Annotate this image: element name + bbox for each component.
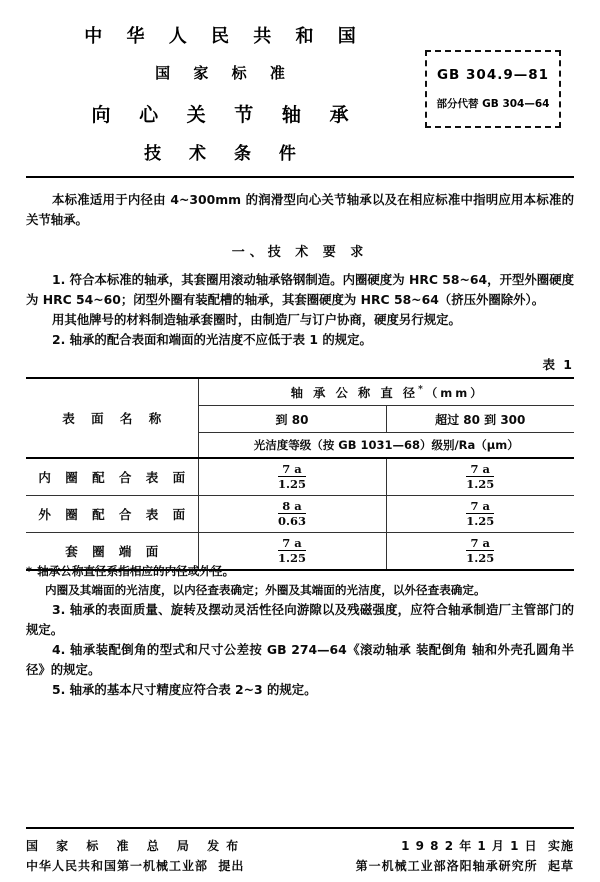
country-title: 中 华 人 民 共 和 国 xyxy=(84,26,365,47)
fraction-value xyxy=(278,537,306,565)
fraction-denominator: 1.25 xyxy=(277,476,306,491)
requirement-item-3: 3. 轴承的表面质量、旋转及摆动灵活性径向游隙以及残磁强度，应符合轴承制造厂主管部门的规定。 xyxy=(26,602,574,637)
fraction-numerator: 7 a xyxy=(466,537,494,551)
footer-divider xyxy=(26,827,574,829)
requirement-item-2: 2. 轴承的配合表面和端面的光洁度不应低于表 1 的规定。 xyxy=(52,332,372,347)
requirement-item-5: 5. 轴承的基本尺寸精度应符合表 2~3 的规定。 xyxy=(52,682,317,697)
table-header-row-diameter xyxy=(26,378,574,406)
requirement-item-4: 4. 轴承装配倒角的型式和尺寸公差按 GB 274—64《滚动轴承 装配倒角 轴和外壳孔圆角半径》的规定。 xyxy=(26,642,574,677)
table-row-label: 套 圈 端 面 xyxy=(26,533,198,571)
footer-block xyxy=(26,836,574,876)
requirement-item-1: 1. 符合本标准的轴承，其套圈用滚动轴承铬钢制造。内圈硬度为 HRC 58~64，开型外圈硬度为 HRC 54~60；闭型外圈有装配槽的轴承，其套圈硬度为 HRC 58~64（挤压外圈除外）。 xyxy=(26,272,574,307)
fraction-value xyxy=(278,463,306,491)
table-header-grade: 光洁度等级（按 GB 1031—68）级别/Ra（μm） xyxy=(198,433,574,459)
table-row xyxy=(26,458,574,496)
table-label: 表 1 xyxy=(542,357,574,372)
table-footnotes xyxy=(26,562,574,600)
table-header-range-1: 到 80 xyxy=(198,406,386,433)
fraction-numerator: 7 a xyxy=(466,463,494,477)
fraction-denominator: 1.25 xyxy=(277,550,306,565)
fraction-value xyxy=(466,500,494,528)
table-cell-value xyxy=(386,496,574,533)
footnote-1-text: 轴承公称直径系指相应的内径或外径。 xyxy=(37,564,235,578)
footer-row-2 xyxy=(26,856,574,876)
section-heading-technical-requirements: 一、技 术 要 求 xyxy=(231,245,369,260)
footnote-star-marker-header: * xyxy=(418,384,426,395)
issuing-authority: 国 家 标 准 总 局 发布 xyxy=(26,839,246,853)
standard-replaces: 部分代替 GB 304—64 xyxy=(436,98,550,110)
proposing-authority: 中华人民共和国第一机械工业部 提出 xyxy=(26,859,245,873)
table-row-label: 外 圈 配 合 表 面 xyxy=(26,496,198,533)
table-row-label: 内 圈 配 合 表 面 xyxy=(26,458,198,496)
fraction-numerator: 7 a xyxy=(466,500,494,514)
fraction-numerator: 8 a xyxy=(278,500,306,514)
fraction-numerator: 7 a xyxy=(278,463,306,477)
specification-table xyxy=(26,377,574,571)
footnote-star-marker: * xyxy=(26,564,33,578)
fraction-denominator: 1.25 xyxy=(466,476,495,491)
scope-paragraph: 本标准适用于内径由 4~300mm 的润滑型向心关节轴承以及在相应标准中指明应用本标准的关节轴承。 xyxy=(26,192,574,227)
table-header-diameter-unit: （mm） xyxy=(425,385,485,400)
table-header-surface-name: 表 面 名 称 xyxy=(26,378,198,458)
fraction-denominator: 0.63 xyxy=(277,513,306,528)
body-text-block xyxy=(26,190,574,350)
fraction-denominator: 1.25 xyxy=(466,550,495,565)
post-table-paragraphs xyxy=(26,600,574,700)
header-divider xyxy=(26,176,574,178)
table-header-diameter xyxy=(198,378,574,406)
fraction-value xyxy=(278,500,306,528)
table-header-diameter-text: 轴 承 公 称 直 径 xyxy=(290,385,419,400)
table-cell-value xyxy=(198,458,386,496)
subject-title: 向 心 关 节 轴 承 xyxy=(91,104,360,126)
requirement-item-1-note: 用其他牌号的材料制造轴承套圈时，由制造厂与订户协商，硬度另行规定。 xyxy=(52,312,461,327)
footer-row-1 xyxy=(26,836,574,856)
footnote-1 xyxy=(26,562,574,581)
fraction-value xyxy=(466,463,494,491)
specification-table-wrap xyxy=(26,377,574,571)
standard-code: GB 304.9—81 xyxy=(436,67,550,83)
fraction-numerator: 7 a xyxy=(278,537,306,551)
fraction-denominator: 1.25 xyxy=(466,513,495,528)
standard-title: 国 家 标 准 xyxy=(155,64,294,82)
fraction-value xyxy=(466,537,494,565)
standard-code-box xyxy=(425,50,561,128)
table-row xyxy=(26,496,574,533)
footnote-2: 内圈及其端面的光洁度，以内径查表确定；外圈及其端面的光洁度，以外径查表确定。 xyxy=(45,583,486,597)
table-cell-value xyxy=(198,496,386,533)
table-cell-value xyxy=(386,458,574,496)
drafting-institute: 第一机械工业部洛阳轴承研究所 起草 xyxy=(355,859,574,873)
effective-date: 1 9 8 2 年 1 月 1 日 实施 xyxy=(401,839,574,853)
document-kind-title: 技 术 条 件 xyxy=(144,144,307,164)
table-header-range-2: 超过 80 到 300 xyxy=(386,406,574,433)
